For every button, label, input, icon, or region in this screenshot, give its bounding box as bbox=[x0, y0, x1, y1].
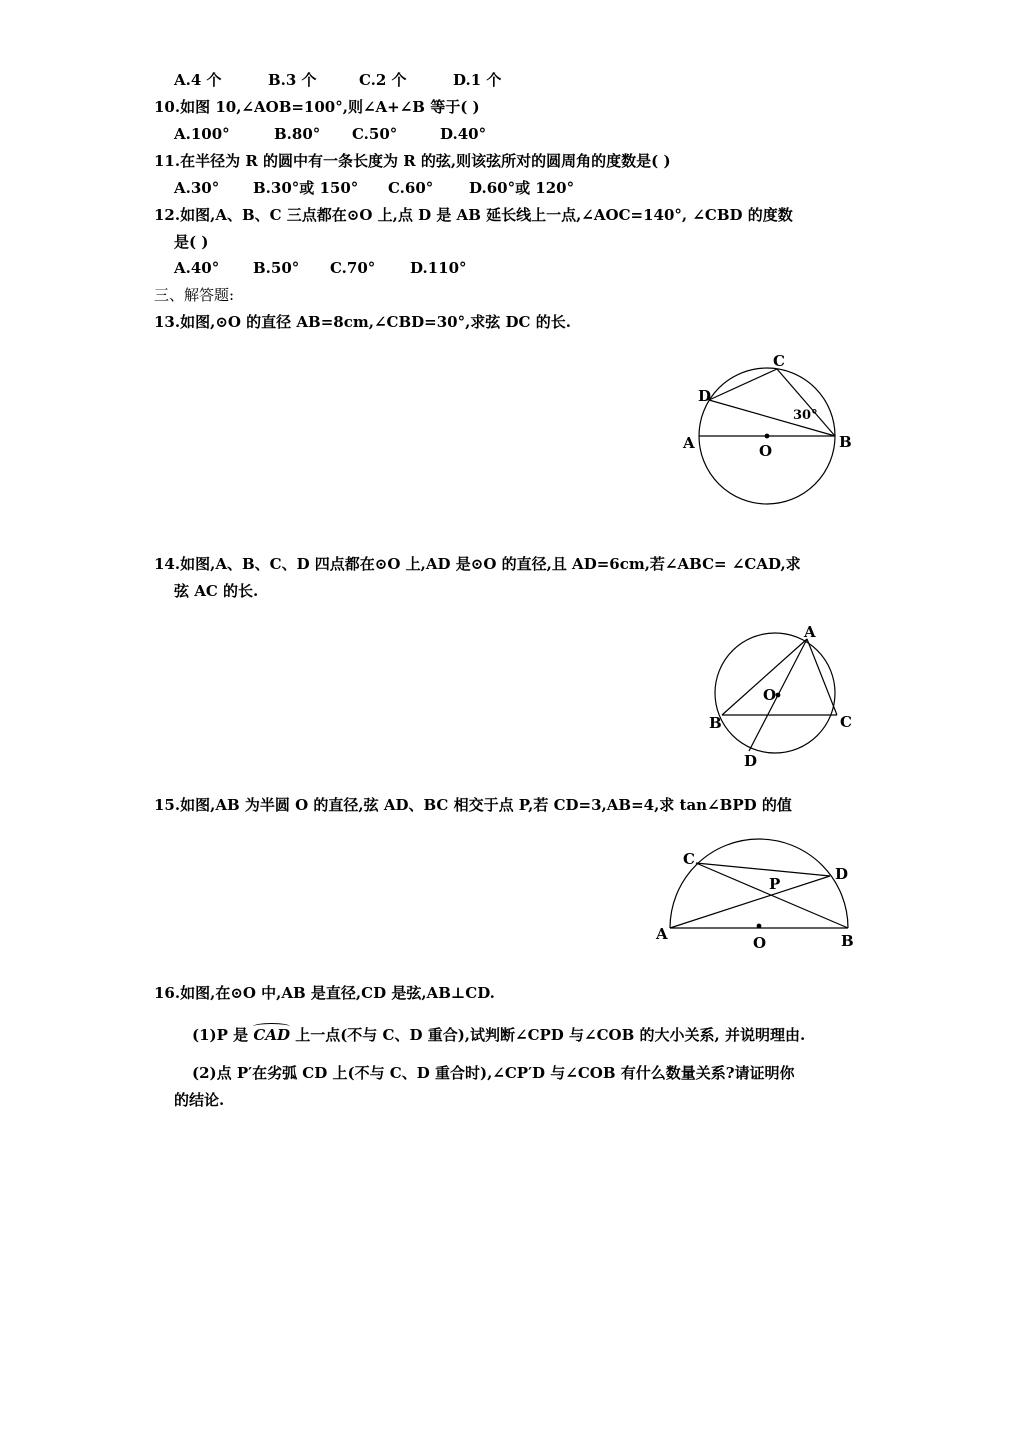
q11-option-a: A.30° bbox=[174, 179, 220, 197]
q9-option-c: C.2 个 bbox=[359, 71, 407, 89]
q14-label-b: B bbox=[709, 714, 722, 732]
q14-label-a: A bbox=[804, 623, 816, 641]
q13-stem: 13.如图,⊙O 的直径 AB=8cm,∠CBD=30°,求弦 DC 的长. bbox=[154, 313, 571, 331]
q13-label-c: C bbox=[773, 352, 785, 370]
q10-option-d: D.40° bbox=[440, 125, 487, 143]
q9-option-d: D.1 个 bbox=[453, 71, 502, 89]
q9-option-b: B.3 个 bbox=[268, 71, 317, 89]
q15-chord-bc bbox=[696, 863, 848, 928]
q13-figure bbox=[672, 345, 862, 519]
q10-stem: 10.如图 10,∠AOB=100°,则∠A+∠B 等于( ) bbox=[154, 98, 480, 116]
q15-stem: 15.如图,AB 为半圆 O 的直径,弦 AD、BC 相交于点 P,若 CD=3,AB=4,求 tan∠BPD 的值 bbox=[154, 796, 792, 814]
q12-stem-line2: 是( ) bbox=[174, 233, 209, 251]
q15-figure bbox=[652, 836, 862, 958]
q11-option-d: D.60°或 120° bbox=[469, 179, 575, 197]
q16-part1-suffix: 上一点(不与 C、D 重合),试判断∠CPD 与∠COB 的大小关系, 并说明理由. bbox=[295, 1026, 806, 1044]
q14-label-c: C bbox=[840, 713, 852, 731]
q12-option-a: A.40° bbox=[174, 259, 220, 277]
q13-chord-dc bbox=[709, 369, 777, 400]
q10-option-a: A.100° bbox=[174, 125, 230, 143]
q15-label-p: P bbox=[769, 875, 781, 893]
q16-part1-prefix: (1)P 是 bbox=[192, 1026, 249, 1044]
q16-part1 bbox=[192, 1025, 805, 1045]
q10-option-b: B.80° bbox=[274, 125, 321, 143]
q12-option-c: C.70° bbox=[330, 259, 376, 277]
q11-option-c: C.60° bbox=[388, 179, 434, 197]
q14-stem-line2: 弦 AC 的长. bbox=[174, 582, 259, 600]
q15-semicircle bbox=[670, 839, 848, 928]
q16-stem: 16.如图,在⊙O 中,AB 是直径,CD 是弦,AB⊥CD. bbox=[154, 984, 495, 1002]
q14-label-d: D bbox=[744, 752, 758, 770]
q15-chord-cd bbox=[696, 863, 830, 876]
section-title: 三、解答题: bbox=[154, 286, 235, 304]
q16-part2-line1: (2)点 P′在劣弧 CD 上(不与 C、D 重合时),∠CP′D 与∠COB 有什么数量关系?请证明你 bbox=[192, 1064, 795, 1082]
q13-angle-label: 30° bbox=[793, 408, 818, 423]
q15-label-d: D bbox=[835, 865, 849, 883]
q14-figure bbox=[700, 618, 865, 777]
q13-label-a: A bbox=[683, 434, 695, 452]
q12-stem-line1: 12.如图,A、B、C 三点都在⊙O 上,点 D 是 AB 延长线上一点,∠AOC=140°, ∠CBD 的度数 bbox=[154, 206, 793, 224]
q13-label-o: O bbox=[759, 442, 773, 460]
q14-stem-line1: 14.如图,A、B、C、D 四点都在⊙O 上,AD 是⊙O 的直径,且 AD=6cm,若∠ABC= ∠CAD,求 bbox=[154, 555, 801, 573]
q12-option-b: B.50° bbox=[253, 259, 300, 277]
q15-label-a: A bbox=[656, 925, 668, 943]
q12-option-d: D.110° bbox=[410, 259, 467, 277]
q11-option-b: B.30°或 150° bbox=[253, 179, 359, 197]
q13-label-d: D bbox=[698, 387, 712, 405]
q10-option-c: C.50° bbox=[352, 125, 398, 143]
q15-label-c: C bbox=[683, 850, 695, 868]
q16-arc-cad: CAD bbox=[253, 1026, 290, 1044]
q15-label-o: O bbox=[753, 934, 767, 952]
q14-label-o: O bbox=[763, 686, 777, 704]
q15-chord-ad bbox=[670, 876, 830, 928]
q14-center-dot bbox=[776, 693, 781, 698]
q15-label-b: B bbox=[841, 932, 854, 950]
q15-center-dot bbox=[757, 924, 762, 929]
q11-stem: 11.在半径为 R 的圆中有一条长度为 R 的弦,则该弦所对的圆周角的度数是( ) bbox=[154, 152, 671, 170]
q13-label-b: B bbox=[839, 433, 852, 451]
q13-center-dot bbox=[765, 434, 770, 439]
q16-part2-line2: 的结论. bbox=[174, 1091, 225, 1109]
q9-option-a: A.4 个 bbox=[174, 71, 222, 89]
